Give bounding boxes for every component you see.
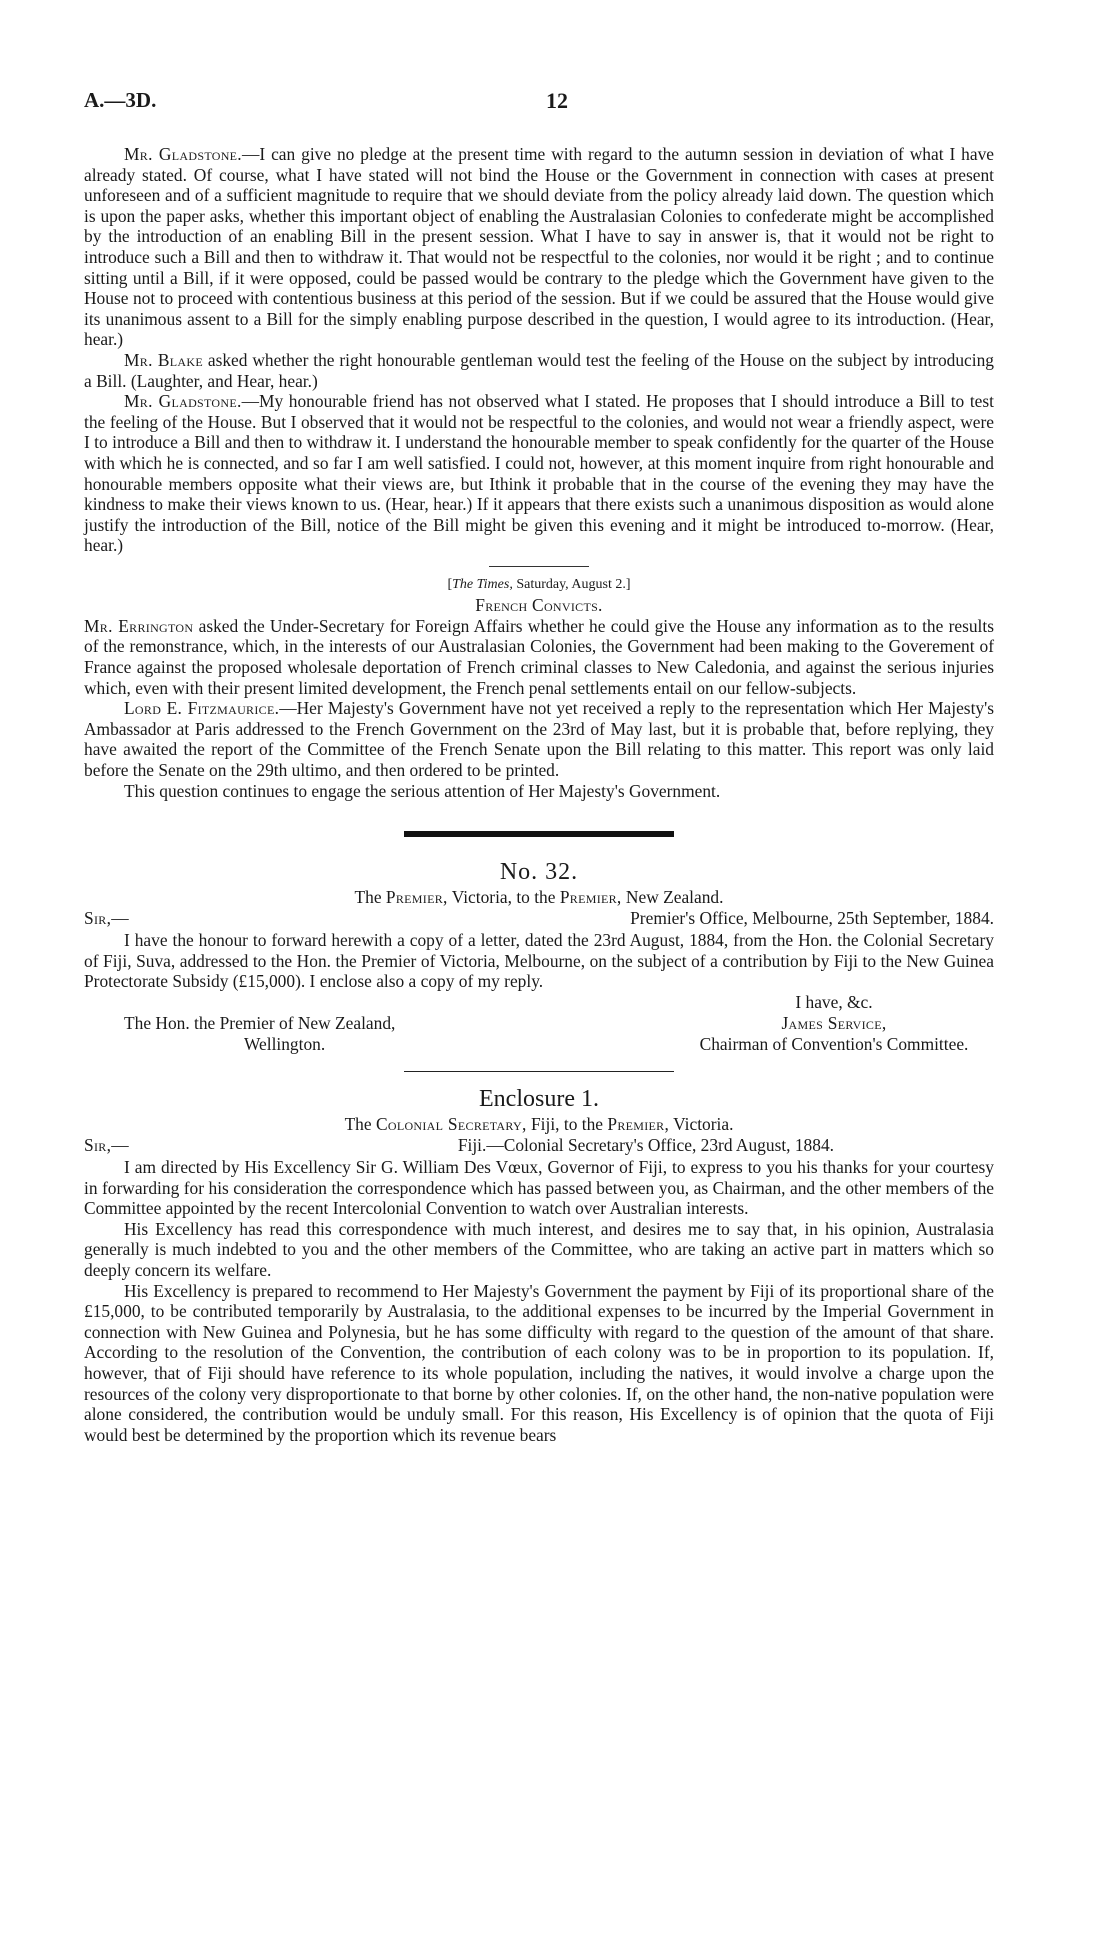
letter-heading: The Colonial Secretary, Fiji, to the Premier, Victoria. [344,1114,734,1134]
page-number: 12 [546,88,568,113]
section-divider [404,1071,674,1072]
source-citation: [The Times, Saturday, August 2.] [447,576,631,592]
closing-row [84,992,994,1013]
paragraph-errington [84,616,994,698]
letter-closing: I have, &c. [795,992,873,1012]
letter-heading: The Premier, Victoria, to the Premier, New Zealand. [354,887,724,908]
page-header [84,88,1030,116]
signature-row-2 [84,1034,994,1055]
salutation: Sir,— [84,908,129,929]
speaker-name: Lord E. Fitzmaurice. [124,698,280,719]
document-number: No. 32. [499,859,579,886]
speech-text: asked whether the right honourable gentleman would test the feeling of the House on the subject by introducing a Bill. (Laughter, and Hear, hear.) [84,349,994,391]
letter-address: Fiji.—Colonial Secretary's Office, 23rd August, 1884. [457,1135,834,1155]
paper-reference: A.—3D. [84,88,157,112]
recipient-line: The Hon. the Premier of New Zealand, [124,1013,396,1033]
speaker-name: Mr. Blake [124,349,203,370]
letter-body: I have the honour to forward herewith a copy of a letter, dated the 23rd August, 1884, from the Hon. the Colonial Secretary of Fiji, Suva, addressed to the Hon. the Premier of Victoria, Melbourne, on the subject of a contribution by Fiji to the New Guinea Protectorate Subsidy (£15,000). I enclose also a copy of my reply. [84,930,994,992]
speaker-name: Mr. Errington [84,615,194,636]
signatory-name: James Service, [781,1013,887,1033]
section-heading: French Convicts. [475,594,603,615]
speaker-name: Mr. Gladstone. [124,391,242,412]
paragraph-closing: This question continues to engage the serious attention of Her Majesty's Government. [124,780,721,801]
letter-address: Premier's Office, Melbourne, 25th September, 1884. [630,908,994,929]
speech-text: —My honourable friend has not observed what I stated. He proposes that I should introduce a Bill to test the feeling of the House. But I observed that it would not be respectful to the colonies, and would not wear a friendly aspect, were I to introduce a Bill and then to withdraw it. I understand the honourable member to speak confidently for the quarter of the House with which he is connected, and so far I am well satisfied. I could not, however, at this moment inquire from right honourable and honourable members opposite what their views are, but Ithink it probable that in the course of the evening they may have the kindness to make their views known to us. (Hear, hear.) If it appears that there exists such a unanimous disposition as would alone justify the introduction of the Bill, notice of the Bill might be given this evening and it might be introduced to-morrow. (Hear, hear.) [84,391,994,556]
paragraph-gladstone-1 [84,144,994,350]
speech-text: asked the Under-Secretary for Foreign Affairs whether he could give the House any information as to the results of the remonstrance, which, in the interests of our Australasian Colonies, the Government had been making to the Goverement of France against the proposed wholesale deportation of French criminal classes to New Caledonia, and against the serious injuries which, even with their present limited development, the French penal settlements entail on our fellow-subjects. [84,615,994,698]
enclosure-paragraph-1: I am directed by His Excellency Sir G. William Des Vœux, Governor of Fiji, to express to you his thanks for your courtesy in forwarding for his consideration the correspondence which has passed between you, as Chairman, and the other members of the Committee appointed by the recent Intercolonial Convention to watch over Australian interests. [84,1157,994,1219]
speech-text: —I can give no pledge at the present time with regard to the autumn session in deviation of what I have already stated. Of course, what I have stated will not bind the House or the Government in connection with cases at present unforeseen and of a sufficient magnitude to require that we should deviate from the policy already laid down. The question which is upon the paper asks, whether this important object of enabling the Australasian Colonies to confederate might be accomplished by the introduction of an enabling Bill in the present session. What I have to say in answer is, that it would not be right to introduce such a Bill and then to withdraw it. That would not be respectful to the colonies, nor would it be right ; and to continue sitting until a Bill, if it were opposed, could be passed would be contrary to the pledge which the Government have given to the House not to proceed with contentious business at this period of the session. But if we could be assured that the House would give its unanimous assent to a Bill for the simply enabling purpose described in the question, I would agree to its introduction. (Hear, hear.) [84,144,994,350]
salutation-line [84,908,994,930]
speaker-name: Mr. Gladstone. [124,144,242,164]
section-divider [489,566,589,567]
paragraph-fitzmaurice [84,698,994,780]
document-body [84,144,994,1445]
newspaper-title: The Times, [452,576,513,592]
heavy-divider [404,831,674,837]
salutation-line [84,1135,994,1157]
signatory-title: Chairman of Convention's Committee. [699,1034,969,1054]
enclosure-paragraph-2: His Excellency has read this correspondence with much interest, and desires me to say that, in his opinion, Australasia generally is much indebted to you and the other members of the Committee, who are taking an active part in matters which so deeply concern its welfare. [84,1218,994,1280]
speech-text: —Her Majesty's Government have not yet received a reply to the representation which Her Majesty's Ambassador at Paris addressed to the French Government on the 23rd of May last, but it is probable that, before replying, they have awaited the report of the Committee of the French Senate upon the Bill relating to this matter. This report was only laid before the Senate on the 29th ultimo, and then ordered to be printed. [84,698,994,781]
salutation: Sir,— [84,1135,129,1155]
signature-row-1 [84,1013,994,1034]
recipient-location: Wellington. [244,1034,326,1054]
enclosure-title: Enclosure 1. [479,1086,599,1112]
paragraph-gladstone-2 [84,391,994,556]
enclosure-paragraph-3: His Excellency is prepared to recommend to Her Majesty's Government the payment by Fiji of its proportional share of the £15,000, to be contributed temporarily by Australasia, to the additional expenses to be incurred by the Imperial Government in connection with New Guinea and Polynesia, but he has some difficulty with regard to the question of the amount of that share. According to the resolution of the Convention, the contribution of each colony was to be in proportion to its population. If, however, that of Fiji should have reference to its whole population, including the natives, it would involve a charge upon the resources of the colony very disproportionate to that borne by other colonies. If, on the other hand, the non-native population were alone considered, the contribution would be unduly small. For this reason, His Excellency is of opinion that the quota of Fiji would best be determined by the proportion which its revenue bears [84,1280,994,1445]
paragraph-blake [84,350,994,391]
